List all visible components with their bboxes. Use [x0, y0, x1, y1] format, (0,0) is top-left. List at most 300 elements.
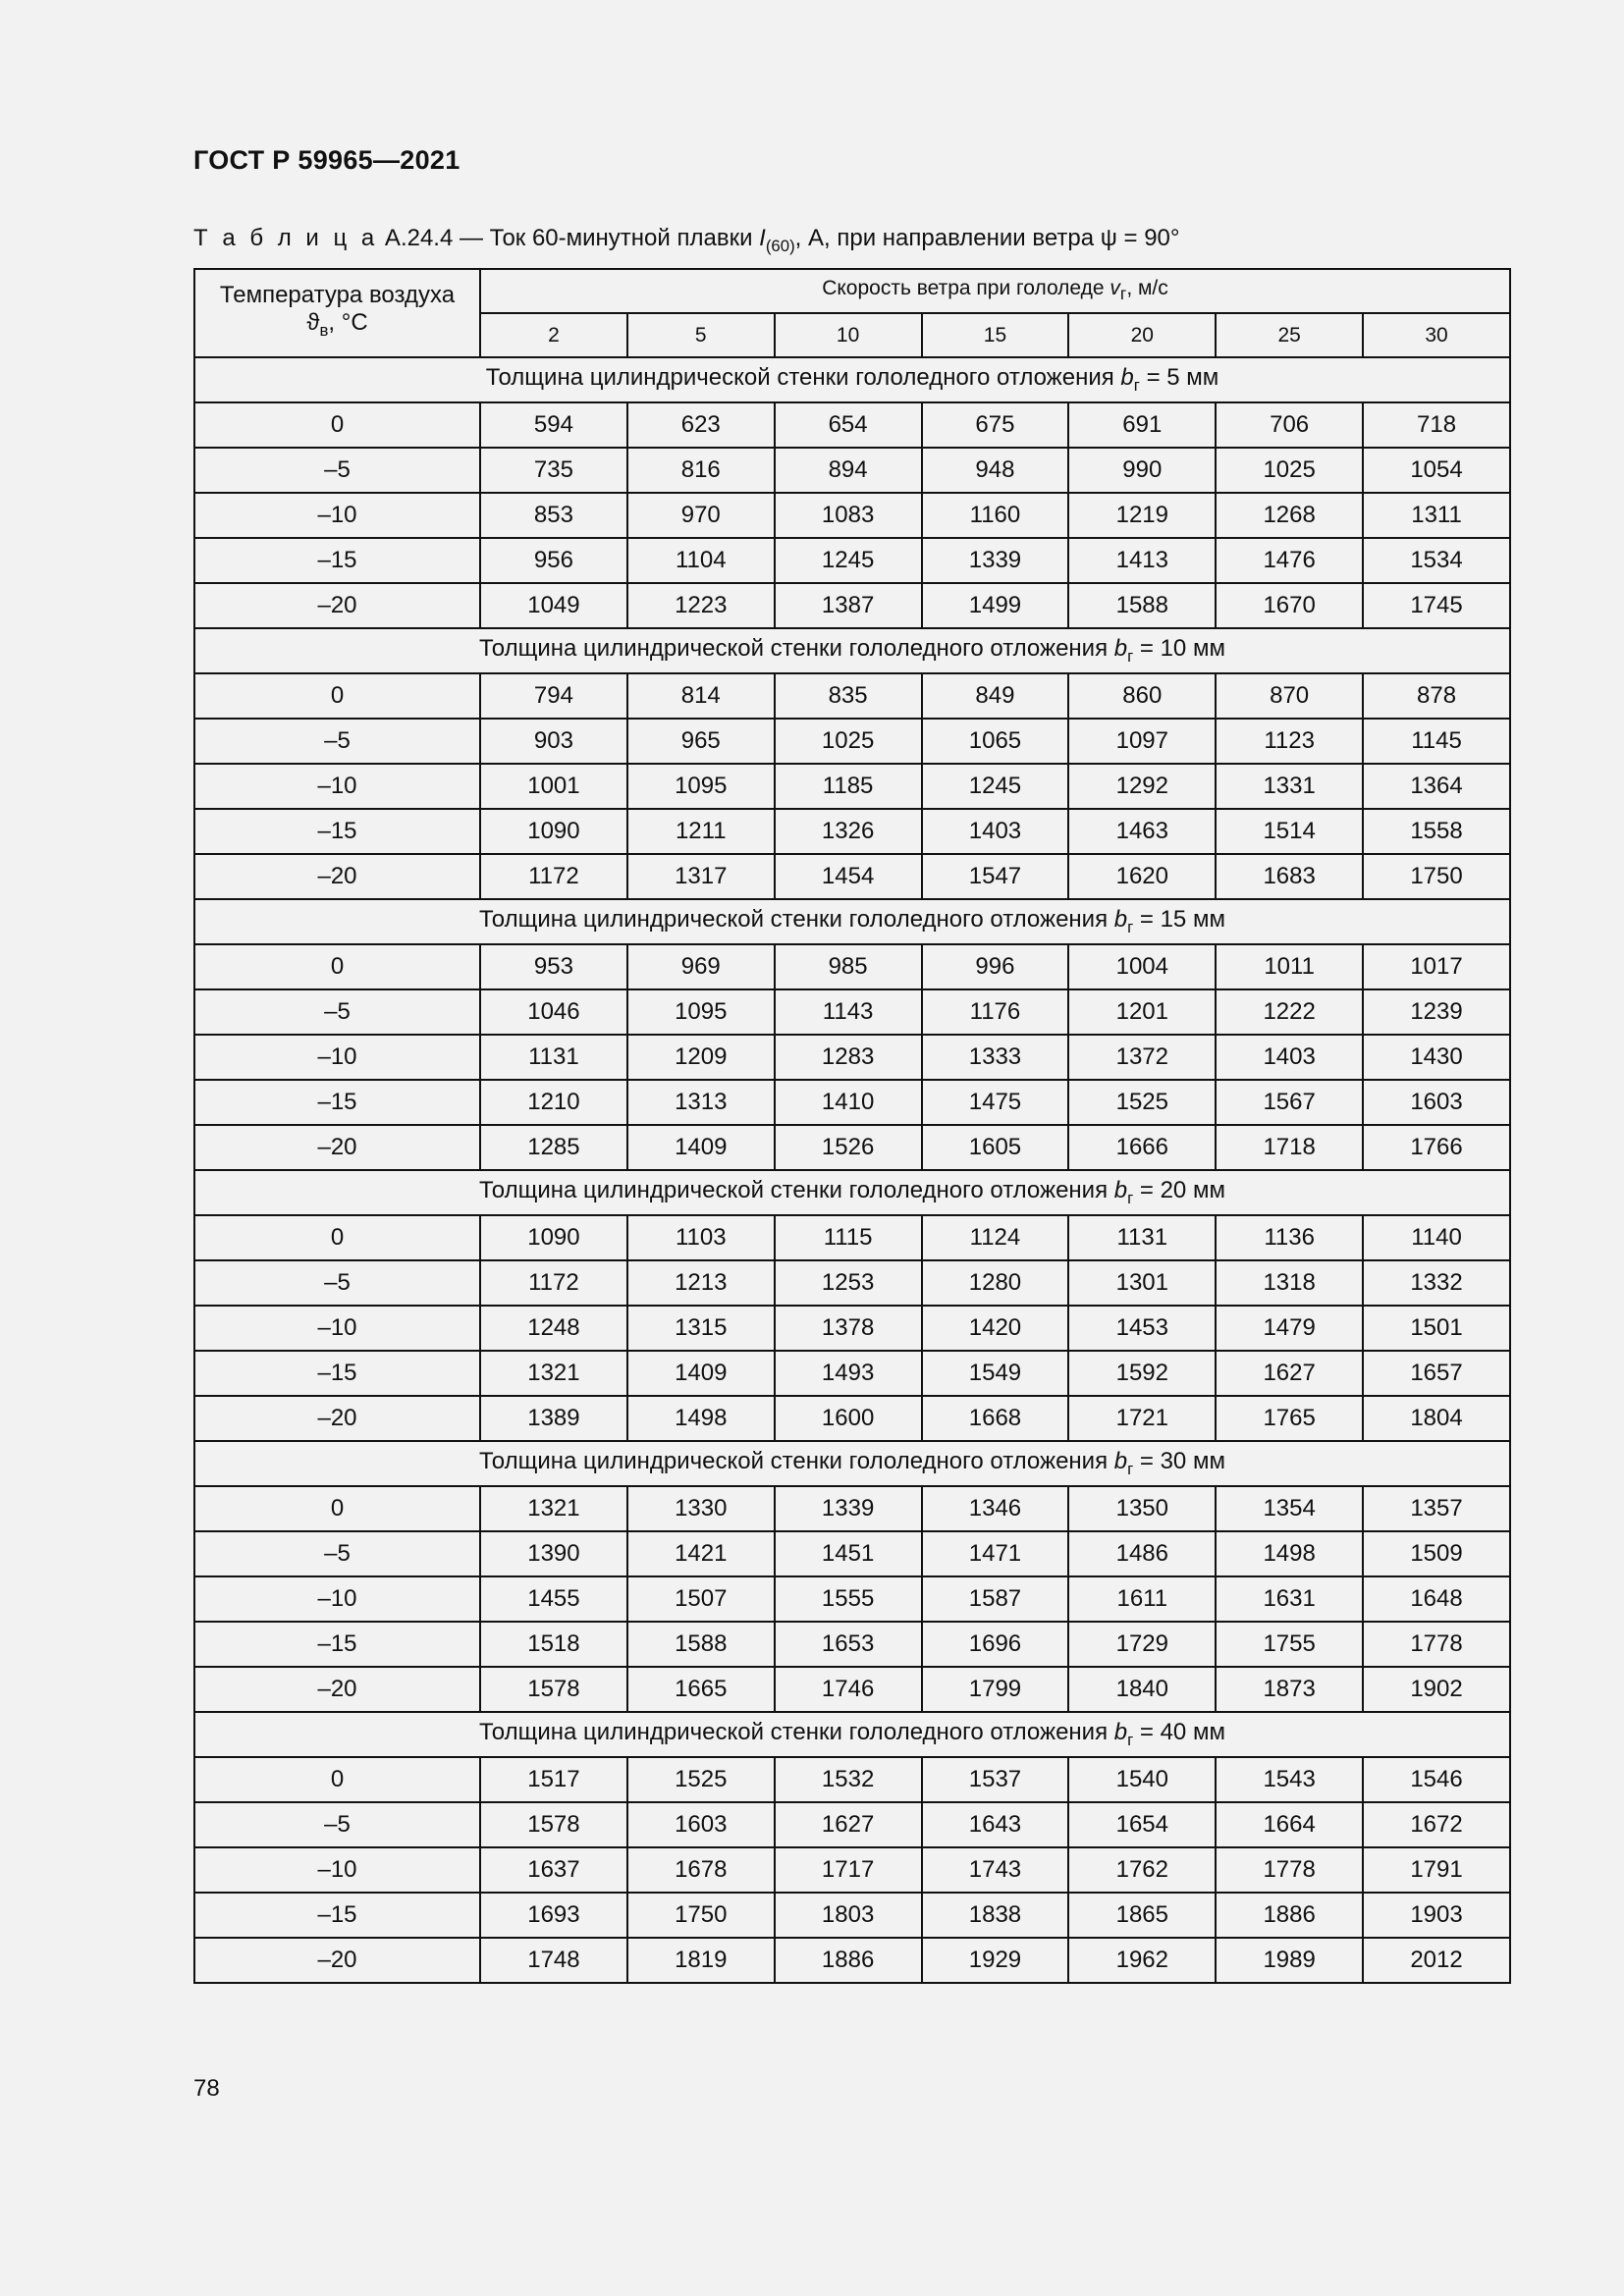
temperature-cell: –15: [194, 809, 480, 854]
current-value-cell: 1666: [1068, 1125, 1216, 1170]
table-row: [194, 1125, 1510, 1170]
current-value-cell: 1253: [775, 1260, 922, 1306]
temperature-cell: –5: [194, 719, 480, 764]
current-value-cell: 1430: [1363, 1035, 1510, 1080]
current-value-cell: 1558: [1363, 809, 1510, 854]
current-value-cell: 948: [922, 448, 1069, 493]
current-value-cell: 1451: [775, 1531, 922, 1576]
current-value-cell: 1962: [1068, 1938, 1216, 1983]
table-row: [194, 1667, 1510, 1712]
current-value-cell: 953: [480, 944, 627, 989]
current-value-cell: 1389: [480, 1396, 627, 1441]
current-value-cell: 1115: [775, 1215, 922, 1260]
wind-speed-cell: 20: [1068, 313, 1216, 357]
current-value-cell: 1025: [775, 719, 922, 764]
current-value-cell: 1501: [1363, 1306, 1510, 1351]
current-value-cell: 1534: [1363, 538, 1510, 583]
current-value-cell: 1654: [1068, 1802, 1216, 1847]
section-header-row: [194, 1441, 1510, 1486]
table-row: [194, 719, 1510, 764]
current-value-cell: 1903: [1363, 1893, 1510, 1938]
current-value-cell: 1185: [775, 764, 922, 809]
current-value-cell: 1025: [1216, 448, 1363, 493]
temperature-cell: –10: [194, 1306, 480, 1351]
current-value-cell: 1755: [1216, 1622, 1363, 1667]
table-row: [194, 1486, 1510, 1531]
table-row: [194, 1215, 1510, 1260]
current-value-cell: 1696: [922, 1622, 1069, 1667]
section-title-subscript: г: [1127, 646, 1134, 666]
section-header-row: [194, 357, 1510, 402]
wind-speed-cell: 5: [627, 313, 775, 357]
current-value-cell: 1123: [1216, 719, 1363, 764]
document-code: ГОСТ Р 59965—2021: [193, 145, 460, 175]
table-row: [194, 764, 1510, 809]
temperature-cell: –5: [194, 1260, 480, 1306]
temperature-unit: , °С: [328, 309, 368, 337]
current-value-cell: 1989: [1216, 1938, 1363, 1983]
current-value-cell: 1929: [922, 1938, 1069, 1983]
current-value-cell: 903: [480, 719, 627, 764]
temperature-cell: –10: [194, 764, 480, 809]
current-value-cell: 1268: [1216, 493, 1363, 538]
current-value-cell: 1311: [1363, 493, 1510, 538]
section-title: [194, 357, 1510, 402]
current-value-cell: 706: [1216, 402, 1363, 448]
current-value-cell: 1176: [922, 989, 1069, 1035]
current-value-cell: 1605: [922, 1125, 1069, 1170]
current-value-cell: 835: [775, 673, 922, 719]
current-value-cell: 1672: [1363, 1802, 1510, 1847]
current-value-cell: 1280: [922, 1260, 1069, 1306]
table-row: [194, 583, 1510, 628]
current-value-cell: 1540: [1068, 1757, 1216, 1802]
table-caption: [193, 225, 1180, 256]
current-value-cell: 1410: [775, 1080, 922, 1125]
temperature-symbol: ϑ: [306, 309, 320, 337]
current-value-cell: 1603: [1363, 1080, 1510, 1125]
current-value-cell: 1549: [922, 1351, 1069, 1396]
current-value-cell: 1245: [922, 764, 1069, 809]
temperature-cell: 0: [194, 1486, 480, 1531]
section-title-prefix: Толщина цилиндрической стенки гололедного отложения: [479, 906, 1114, 934]
current-value-cell: 1090: [480, 809, 627, 854]
temperature-cell: –10: [194, 1035, 480, 1080]
current-value-cell: 1840: [1068, 1667, 1216, 1712]
current-value-cell: 853: [480, 493, 627, 538]
current-value-cell: 1799: [922, 1667, 1069, 1712]
current-value-cell: 1791: [1363, 1847, 1510, 1893]
wind-speed-symbol: v: [1110, 277, 1120, 300]
current-value-cell: 1354: [1216, 1486, 1363, 1531]
current-value-cell: 1657: [1363, 1351, 1510, 1396]
section-header-row: [194, 1170, 1510, 1215]
current-value-cell: 1172: [480, 854, 627, 899]
current-value-cell: 1223: [627, 583, 775, 628]
table-row: [194, 1035, 1510, 1080]
temperature-cell: –10: [194, 1576, 480, 1622]
current-value-cell: 1049: [480, 583, 627, 628]
current-value-cell: 1499: [922, 583, 1069, 628]
current-value-cell: 1332: [1363, 1260, 1510, 1306]
section-title-prefix: Толщина цилиндрической стенки гололедного отложения: [479, 1177, 1114, 1204]
current-value-cell: 1746: [775, 1667, 922, 1712]
current-value-cell: 1017: [1363, 944, 1510, 989]
current-value-cell: 870: [1216, 673, 1363, 719]
current-value-cell: 1245: [775, 538, 922, 583]
current-value-cell: 1778: [1216, 1847, 1363, 1893]
current-value-cell: 1454: [775, 854, 922, 899]
current-value-cell: 1678: [627, 1847, 775, 1893]
table-row: [194, 1938, 1510, 1983]
wind-speed-cell: 10: [775, 313, 922, 357]
current-value-cell: 1172: [480, 1260, 627, 1306]
current-value-cell: 956: [480, 538, 627, 583]
current-value-cell: 1493: [775, 1351, 922, 1396]
caption-subscript: (60): [765, 236, 795, 255]
temperature-cell: –5: [194, 448, 480, 493]
current-value-cell: 1097: [1068, 719, 1216, 764]
current-value-cell: 1603: [627, 1802, 775, 1847]
current-value-cell: 1838: [922, 1893, 1069, 1938]
current-value-cell: 969: [627, 944, 775, 989]
wind-speed-subscript: г: [1119, 284, 1127, 304]
current-value-cell: 1778: [1363, 1622, 1510, 1667]
current-value-cell: 816: [627, 448, 775, 493]
current-value-cell: 1339: [922, 538, 1069, 583]
section-title-prefix: Толщина цилиндрической стенки гололедного отложения: [479, 1448, 1114, 1475]
wind-speed-cell: 25: [1216, 313, 1363, 357]
current-value-cell: 1620: [1068, 854, 1216, 899]
temperature-header-line2: [195, 309, 479, 345]
table-row: [194, 493, 1510, 538]
current-value-cell: 1546: [1363, 1757, 1510, 1802]
current-value-cell: 1140: [1363, 1215, 1510, 1260]
section-title: [194, 628, 1510, 673]
current-value-cell: 735: [480, 448, 627, 493]
current-value-cell: 1378: [775, 1306, 922, 1351]
current-value-cell: 1643: [922, 1802, 1069, 1847]
current-value-cell: 1718: [1216, 1125, 1363, 1170]
table-row: [194, 1260, 1510, 1306]
current-value-cell: 1637: [480, 1847, 627, 1893]
temperature-cell: –20: [194, 1125, 480, 1170]
current-value-cell: 1486: [1068, 1531, 1216, 1576]
wind-speed-cell: 30: [1363, 313, 1510, 357]
current-value-cell: 1209: [627, 1035, 775, 1080]
section-title: [194, 1712, 1510, 1757]
wind-speed-cell: 2: [480, 313, 627, 357]
current-value-cell: 1588: [1068, 583, 1216, 628]
temperature-subscript: в: [319, 320, 329, 340]
current-value-cell: 1750: [627, 1893, 775, 1938]
current-value-cell: 1285: [480, 1125, 627, 1170]
current-value-cell: 1750: [1363, 854, 1510, 899]
section-title-prefix: Толщина цилиндрической стенки гололедного отложения: [485, 364, 1121, 392]
table-row: [194, 1351, 1510, 1396]
table-row: [194, 1622, 1510, 1667]
current-value-cell: 1587: [922, 1576, 1069, 1622]
current-value-cell: 1507: [627, 1576, 775, 1622]
current-value-cell: 1653: [775, 1622, 922, 1667]
current-value-cell: 1803: [775, 1893, 922, 1938]
current-value-cell: 1421: [627, 1531, 775, 1576]
section-title-symbol: b: [1113, 1177, 1128, 1204]
current-value-cell: 1403: [922, 809, 1069, 854]
current-value-cell: 1670: [1216, 583, 1363, 628]
current-value-cell: 1219: [1068, 493, 1216, 538]
current-value-cell: 1463: [1068, 809, 1216, 854]
current-value-cell: 654: [775, 402, 922, 448]
current-value-cell: 1136: [1216, 1215, 1363, 1260]
table-row: [194, 1757, 1510, 1802]
current-value-cell: 1886: [1216, 1893, 1363, 1938]
current-value-cell: 1683: [1216, 854, 1363, 899]
temperature-cell: –20: [194, 854, 480, 899]
current-value-cell: 1498: [1216, 1531, 1363, 1576]
current-value-cell: 1475: [922, 1080, 1069, 1125]
temperature-header: [194, 269, 480, 357]
table-row: [194, 1306, 1510, 1351]
current-value-cell: 1498: [627, 1396, 775, 1441]
current-value-cell: 985: [775, 944, 922, 989]
current-value-cell: 1339: [775, 1486, 922, 1531]
current-value-cell: 1239: [1363, 989, 1510, 1035]
temperature-cell: –15: [194, 1893, 480, 1938]
section-title-symbol: b: [1113, 635, 1128, 663]
current-value-cell: 691: [1068, 402, 1216, 448]
section-header-row: [194, 628, 1510, 673]
current-value-cell: 1350: [1068, 1486, 1216, 1531]
current-value-cell: 1222: [1216, 989, 1363, 1035]
current-value-cell: 1865: [1068, 1893, 1216, 1938]
current-value-cell: 1131: [1068, 1215, 1216, 1260]
current-value-cell: 814: [627, 673, 775, 719]
temperature-cell: 0: [194, 1215, 480, 1260]
caption-symbol: I: [759, 225, 766, 251]
current-value-cell: 1083: [775, 493, 922, 538]
current-value-cell: 1211: [627, 809, 775, 854]
current-value-cell: 1095: [627, 989, 775, 1035]
current-value-cell: 1313: [627, 1080, 775, 1125]
table-row: [194, 1802, 1510, 1847]
current-value-cell: 1517: [480, 1757, 627, 1802]
current-value-cell: 1547: [922, 854, 1069, 899]
current-value-cell: 1555: [775, 1576, 922, 1622]
section-title-subscript: г: [1127, 917, 1134, 936]
current-value-cell: 1095: [627, 764, 775, 809]
current-value-cell: 878: [1363, 673, 1510, 719]
temperature-cell: –15: [194, 1351, 480, 1396]
current-value-cell: 1346: [922, 1486, 1069, 1531]
current-value-cell: 1537: [922, 1757, 1069, 1802]
caption-text-before: А.24.4 — Ток 60-минутной плавки: [378, 225, 760, 251]
current-value-cell: 1364: [1363, 764, 1510, 809]
current-value-cell: 1886: [775, 1938, 922, 1983]
caption-label: Т а б л и ц а: [193, 225, 379, 251]
current-value-cell: 675: [922, 402, 1069, 448]
current-value-cell: 1479: [1216, 1306, 1363, 1351]
caption-text-after: , А, при направлении ветра ψ = 90°: [794, 225, 1180, 251]
table-row: [194, 854, 1510, 899]
current-value-cell: 1357: [1363, 1486, 1510, 1531]
wind-speed-cell: 15: [922, 313, 1069, 357]
section-title-suffix: = 40 мм: [1133, 1719, 1225, 1746]
temperature-cell: –20: [194, 1396, 480, 1441]
current-value-cell: 860: [1068, 673, 1216, 719]
table-row: [194, 1531, 1510, 1576]
table-row: [194, 448, 1510, 493]
table-row: [194, 1396, 1510, 1441]
current-value-cell: 1453: [1068, 1306, 1216, 1351]
temperature-cell: –5: [194, 989, 480, 1035]
section-title: [194, 899, 1510, 944]
current-value-cell: 1748: [480, 1938, 627, 1983]
section-title-suffix: = 20 мм: [1133, 1177, 1225, 1204]
section-title-symbol: b: [1113, 1719, 1128, 1746]
section-title: [194, 1441, 1510, 1486]
current-value-cell: 1409: [627, 1351, 775, 1396]
current-value-cell: 1627: [1216, 1351, 1363, 1396]
section-title-suffix: = 10 мм: [1133, 635, 1225, 663]
current-value-cell: 718: [1363, 402, 1510, 448]
temperature-header-line1: Температура воздуха: [219, 282, 456, 309]
current-value-cell: 1762: [1068, 1847, 1216, 1893]
table-row: [194, 1576, 1510, 1622]
section-title-suffix: = 15 мм: [1133, 906, 1225, 934]
current-value-cell: 1372: [1068, 1035, 1216, 1080]
current-value-cell: 1873: [1216, 1667, 1363, 1712]
current-value-cell: 1766: [1363, 1125, 1510, 1170]
section-header-row: [194, 899, 1510, 944]
current-value-cell: 1729: [1068, 1622, 1216, 1667]
current-value-cell: 1315: [627, 1306, 775, 1351]
current-value-cell: 1627: [775, 1802, 922, 1847]
page-number: 78: [193, 2075, 220, 2102]
current-value-cell: 1403: [1216, 1035, 1363, 1080]
current-value-cell: 1765: [1216, 1396, 1363, 1441]
table-row: [194, 673, 1510, 719]
current-value-cell: 1004: [1068, 944, 1216, 989]
temperature-cell: 0: [194, 1757, 480, 1802]
section-title: [194, 1170, 1510, 1215]
current-value-cell: 1090: [480, 1215, 627, 1260]
current-value-cell: 1578: [480, 1802, 627, 1847]
wind-speed-header: [480, 269, 1510, 313]
current-value-cell: 1514: [1216, 809, 1363, 854]
section-title-symbol: b: [1113, 906, 1128, 934]
current-value-cell: 1721: [1068, 1396, 1216, 1441]
current-value-cell: 1046: [480, 989, 627, 1035]
current-value-cell: 1409: [627, 1125, 775, 1170]
current-value-cell: 1326: [775, 809, 922, 854]
current-value-cell: 1743: [922, 1847, 1069, 1893]
current-value-cell: 594: [480, 402, 627, 448]
current-value-cell: 1693: [480, 1893, 627, 1938]
current-value-cell: 1745: [1363, 583, 1510, 628]
current-value-cell: 1413: [1068, 538, 1216, 583]
current-value-cell: 1065: [922, 719, 1069, 764]
current-value-cell: 1160: [922, 493, 1069, 538]
current-value-cell: 1124: [922, 1215, 1069, 1260]
current-value-cell: 1717: [775, 1847, 922, 1893]
temperature-cell: 0: [194, 402, 480, 448]
wind-speed-unit: , м/с: [1126, 277, 1168, 300]
current-value-cell: 1103: [627, 1215, 775, 1260]
current-value-cell: 990: [1068, 448, 1216, 493]
section-title-suffix: = 30 мм: [1133, 1448, 1225, 1475]
current-value-cell: 1318: [1216, 1260, 1363, 1306]
current-value-cell: 1213: [627, 1260, 775, 1306]
current-value-cell: 1143: [775, 989, 922, 1035]
section-header-row: [194, 1712, 1510, 1757]
temperature-cell: –15: [194, 1080, 480, 1125]
current-value-cell: 1390: [480, 1531, 627, 1576]
current-value-cell: 1664: [1216, 1802, 1363, 1847]
current-value-cell: 1600: [775, 1396, 922, 1441]
current-value-cell: 1543: [1216, 1757, 1363, 1802]
section-title-subscript: г: [1127, 1459, 1134, 1478]
current-value-cell: 794: [480, 673, 627, 719]
section-title-suffix: = 5 мм: [1139, 364, 1219, 392]
current-value-cell: 1210: [480, 1080, 627, 1125]
section-title-subscript: г: [1133, 375, 1140, 395]
table-row: [194, 1893, 1510, 1938]
current-value-cell: 1902: [1363, 1667, 1510, 1712]
current-value-cell: 1011: [1216, 944, 1363, 989]
current-value-cell: 849: [922, 673, 1069, 719]
current-value-cell: 1321: [480, 1486, 627, 1531]
current-value-cell: 1526: [775, 1125, 922, 1170]
current-value-cell: 1331: [1216, 764, 1363, 809]
current-value-cell: 1283: [775, 1035, 922, 1080]
temperature-cell: –15: [194, 538, 480, 583]
current-value-cell: 1611: [1068, 1576, 1216, 1622]
current-value-cell: 1333: [922, 1035, 1069, 1080]
current-value-cell: 1054: [1363, 448, 1510, 493]
current-value-cell: 1471: [922, 1531, 1069, 1576]
table-row: [194, 989, 1510, 1035]
current-value-cell: 1509: [1363, 1531, 1510, 1576]
current-value-cell: 1668: [922, 1396, 1069, 1441]
current-value-cell: 1648: [1363, 1576, 1510, 1622]
temperature-cell: –15: [194, 1622, 480, 1667]
current-value-cell: 1330: [627, 1486, 775, 1531]
current-value-cell: 1592: [1068, 1351, 1216, 1396]
temperature-cell: 0: [194, 673, 480, 719]
current-value-cell: 1631: [1216, 1576, 1363, 1622]
wind-speed-header-text: Скорость ветра при гололеде: [822, 277, 1110, 300]
section-title-symbol: b: [1120, 364, 1134, 392]
current-value-cell: 623: [627, 402, 775, 448]
temperature-cell: –5: [194, 1802, 480, 1847]
temperature-cell: –20: [194, 583, 480, 628]
current-value-cell: 1476: [1216, 538, 1363, 583]
current-value-cell: 1301: [1068, 1260, 1216, 1306]
section-title-symbol: b: [1113, 1448, 1128, 1475]
current-value-cell: 1804: [1363, 1396, 1510, 1441]
temperature-cell: –5: [194, 1531, 480, 1576]
current-value-cell: 1201: [1068, 989, 1216, 1035]
temperature-cell: –20: [194, 1938, 480, 1983]
current-value-cell: 996: [922, 944, 1069, 989]
temperature-cell: –20: [194, 1667, 480, 1712]
current-value-cell: 894: [775, 448, 922, 493]
current-value-cell: 1001: [480, 764, 627, 809]
current-value-cell: 1420: [922, 1306, 1069, 1351]
table-row: [194, 1847, 1510, 1893]
current-value-cell: 1525: [627, 1757, 775, 1802]
